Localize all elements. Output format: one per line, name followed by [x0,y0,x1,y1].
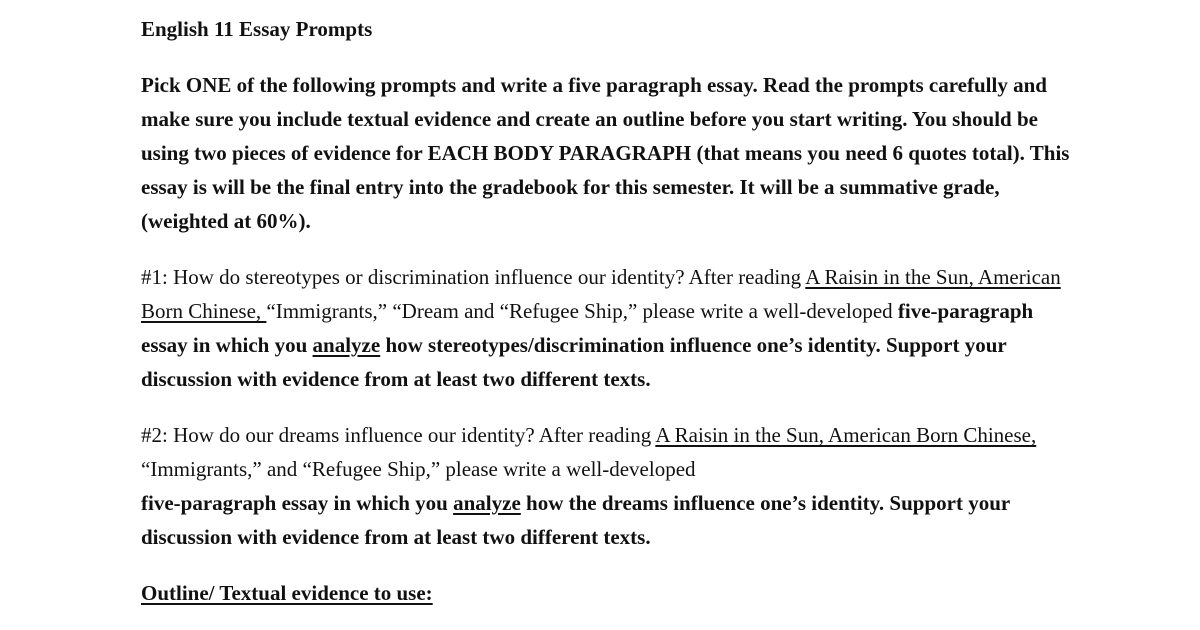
prompt-1-works: A Raisin in the Sun, American Born Chinese, [141,265,1061,323]
prompt-2-task-a: five-paragraph essay in which you [141,491,454,515]
outline-heading: Outline/ Textual evidence to use: [141,581,433,605]
prompt-2-analyze: analyze [453,491,521,515]
prompt-1-lead: #1: How do stereotypes or discrimination influence our identity? After reading [141,265,806,289]
document-page [141,12,1071,610]
prompt-1-task-b: how stereotypes/discrimination influence one’s identity. Support your discussion with evidence from at least two different texts. [141,333,1007,391]
prompt-1-analyze: analyze [312,333,381,357]
prompt-2-middle: “Immigrants,” and “Refugee Ship,” please write a well-developed [141,457,696,481]
prompt-2-task-b: how the dreams influence one’s identity. Support your discussion with evidence from at least two different texts. [141,491,1010,549]
prompt-2 [141,418,1071,554]
prompt-1-task-a: five-paragraph essay in which you [141,299,1034,357]
instructions-paragraph: Pick ONE of the following prompts and write a five paragraph essay. Read the prompts carefully and make sure you include textual evidence and create an outline before you start writing. You should be using two pieces of evidence for EACH BODY PARAGRAPH (that means you need 6 quotes total). This essay is will be the final entry into the gradebook for this semester. It will be a summative grade, (weighted at 60%). [141,73,1070,233]
prompt-2-works: A Raisin in the Sun, American Born Chinese, [655,423,1037,447]
prompt-1 [141,260,1071,396]
document-title: English 11 Essay Prompts [141,17,373,41]
prompt-1-middle: “Immigrants,” “Dream and “Refugee Ship,” please write a well-developed [266,299,898,323]
prompt-2-lead: #2: How do our dreams influence our identity? After reading [141,423,656,447]
